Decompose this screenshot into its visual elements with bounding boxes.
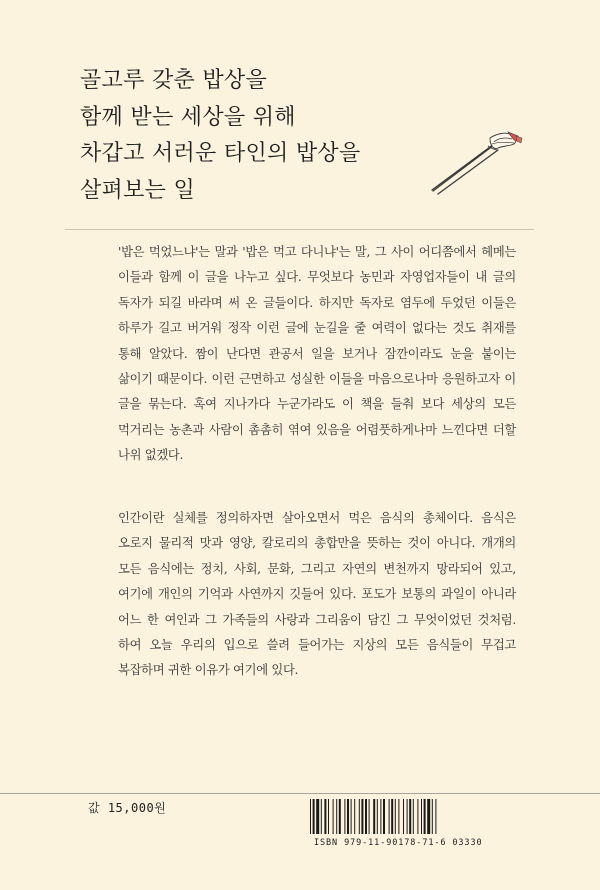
body-paragraph-2: 인간이란 실체를 정의하자면 살아오면서 먹은 음식의 총체이다. 음식은 오로지 물리적 맛과 영양, 칼로리의 총합만을 뜻하는 것이 아니다. 개개의 모든 음식에는 정치, 사회, 문화, 그리고 자연의 변천까지 망라되어 있고, 여기에 개인의 기억과 사연까지 깃들어 있다. 포도가 보통의 과일이 아니라 어느 한 여인과 그 가족들의 사랑과 그리움이 담긴 그 무엇이었던 것처럼. 하여 오늘 우리의 입으로 쓸려 들어가는 지상의 모든 음식들이 무겁고 복잡하며 귀한 이유가 여기에 있다. <box>118 511 516 678</box>
bottom-divider <box>0 793 600 794</box>
title-line-3: 차갑고 서러운 타인의 밥상을 <box>80 141 361 167</box>
chopsticks-with-kimchi-icon <box>428 128 523 196</box>
title-block <box>80 63 460 210</box>
section-divider <box>65 229 534 230</box>
title-line-1: 골고루 갖춘 밥상을 <box>80 68 268 93</box>
barcode <box>308 799 514 834</box>
isbn-label: ISBN 979-11-90178-71-6 03330 <box>314 838 483 848</box>
price-label: 값 15,000원 <box>88 801 167 815</box>
title-line-2: 함께 받는 세상을 위해 <box>80 104 296 130</box>
title-line-4: 살펴보는 일 <box>80 178 196 204</box>
body-paragraph-1: '밥은 먹었느냐'는 말과 '밥은 먹고 다니냐'는 말, 그 사이 어디쯤에서 헤메는 이들과 함께 이 글을 나누고 싶다. 무엇보다 농민과 자영업자들이 내 글의 독자가 되길 바라며 써 온 글들이다. 하지만 독자로 염두에 두었던 이들은 하루가 길고 버거워 정작 이런 글에 눈길을 줄 여력이 없다는 것도 취재를 통해 알았다. 짬이 난다면 관공서 일을 보거나 잠깐이라도 눈을 붙이는 삶이기 때문이다. 이런 근면하고 성실한 이들을 마음으로나마 응원하고자 이 글을 묶는다. 혹여 지나가다 누군가라도 이 책을 들춰 보다 세상의 모든 먹거리는 농촌과 사람이 촘촘히 엮여 있음을 어렴풋하게나마 느낀다면 더할 나위 없겠다. <box>118 245 516 463</box>
